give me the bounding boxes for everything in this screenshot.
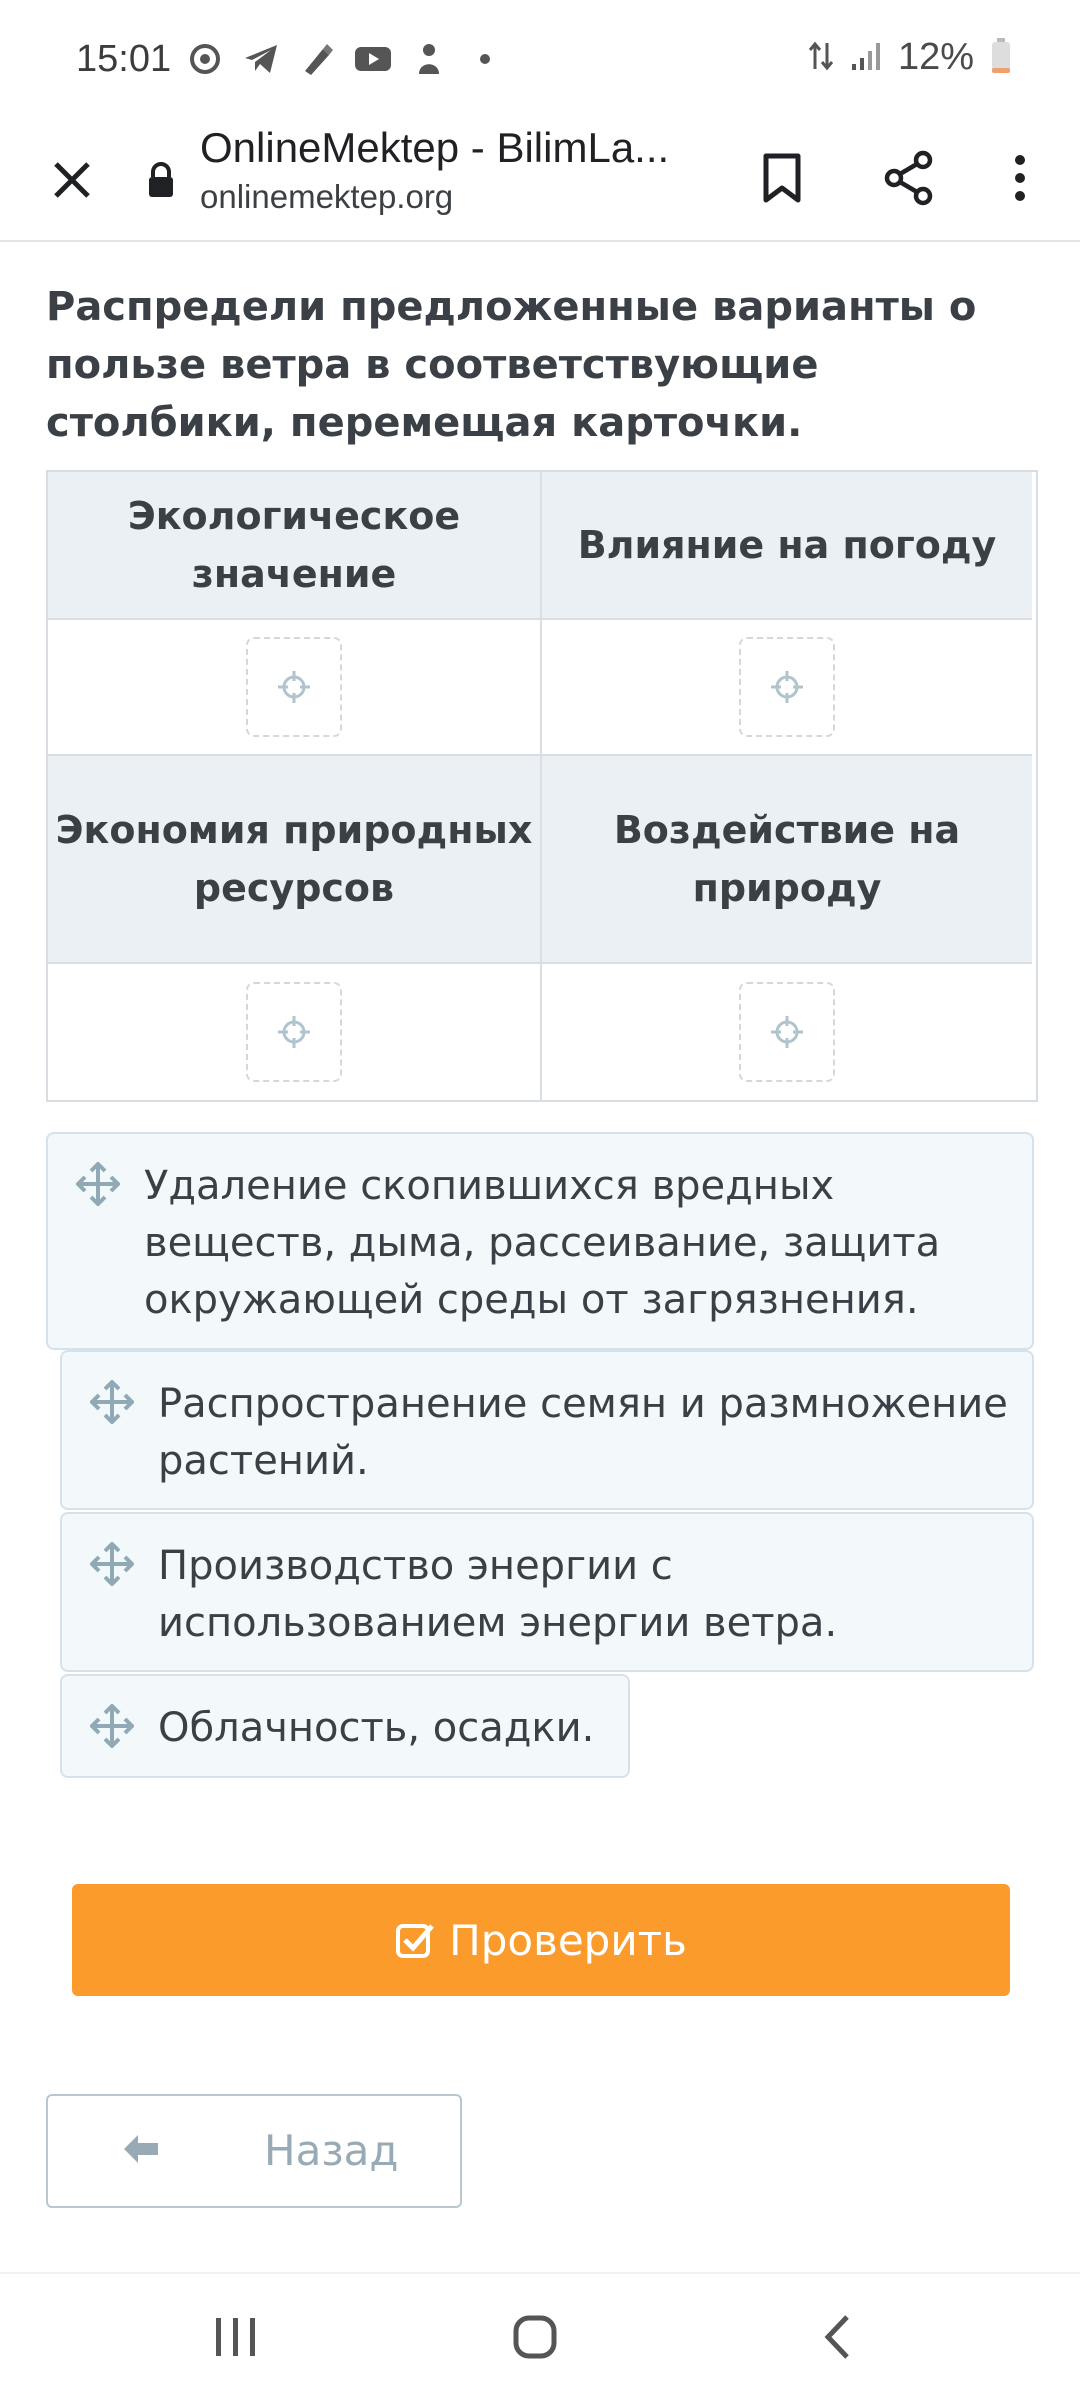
status-notification-icons: [186, 40, 504, 78]
grid-header-row: [48, 756, 1036, 962]
category-grid: [46, 470, 1038, 1102]
home-icon: [512, 2314, 558, 2360]
telegram-icon: [242, 40, 280, 78]
close-icon: [52, 160, 92, 200]
move-icon: [90, 1380, 134, 1424]
drop-zone-nature[interactable]: [540, 962, 1032, 1100]
draggable-card[interactable]: [60, 1674, 630, 1778]
notification-icon: [410, 40, 448, 78]
more-menu-button[interactable]: [1000, 142, 1040, 214]
bookmark-button[interactable]: [752, 142, 812, 214]
crosshair-icon: [767, 1012, 807, 1052]
back-button[interactable]: [46, 2094, 462, 2208]
drop-slot[interactable]: [739, 637, 835, 737]
crosshair-icon: [274, 1012, 314, 1052]
back-chevron-icon: [822, 2314, 852, 2360]
system-nav-bar: [0, 2272, 1080, 2402]
data-arrows-icon: [808, 39, 834, 77]
dot-icon: [466, 40, 504, 78]
arrow-left-icon: [120, 2128, 162, 2170]
lock-icon: [146, 162, 176, 202]
page-url[interactable]: onlinemektep.org: [200, 178, 454, 215]
draggable-card[interactable]: [60, 1512, 1034, 1672]
move-icon: [90, 1704, 134, 1748]
status-time: 15:01: [76, 38, 172, 80]
battery-percent: 12%: [897, 36, 974, 78]
browser-toolbar: [0, 120, 1080, 242]
drop-zone-resources[interactable]: [48, 962, 540, 1100]
sync-icon: [186, 40, 224, 78]
pen-icon: [298, 40, 336, 78]
card-text: Распространение семян и размножение растений.: [158, 1381, 1008, 1484]
drop-slot[interactable]: [739, 982, 835, 1082]
close-button[interactable]: [36, 144, 108, 216]
grid-header-row: [48, 472, 1036, 618]
drop-slot[interactable]: [246, 982, 342, 1082]
move-icon: [90, 1542, 134, 1586]
drop-zone-ecological[interactable]: [48, 618, 540, 756]
draggable-card[interactable]: [46, 1132, 1034, 1350]
column-header-resources: Экономия природных ресурсов: [48, 756, 540, 962]
move-icon: [76, 1162, 120, 1206]
bookmark-icon: [762, 153, 802, 203]
share-icon: [883, 150, 935, 206]
recent-apps-button[interactable]: [214, 2316, 258, 2362]
column-header-nature: Воздействие на природу: [540, 756, 1032, 962]
battery-icon: [990, 37, 1012, 79]
column-header-ecological: Экологическое значение: [48, 472, 540, 618]
grid-drop-row: [48, 618, 1036, 756]
signal-icon: [850, 40, 882, 76]
status-system-icons: [808, 36, 1012, 79]
back-button-label: Назад: [264, 2126, 399, 2175]
draggable-card[interactable]: [60, 1350, 1034, 1510]
system-back-button[interactable]: [822, 2314, 852, 2364]
drop-slot[interactable]: [246, 637, 342, 737]
column-header-weather: Влияние на погоду: [540, 472, 1032, 618]
check-button-label: Проверить: [449, 1915, 687, 1965]
card-text: Производство энергии с использованием энергии ветра.: [158, 1543, 838, 1646]
more-vert-icon: [1014, 154, 1026, 202]
task-instruction: Распредели предложенные варианты о пользе ветра в соответствующие столбики, перемещая карточки.: [46, 284, 977, 446]
crosshair-icon: [767, 667, 807, 707]
check-square-icon: [395, 1920, 435, 1960]
grid-drop-row: [48, 962, 1036, 1100]
crosshair-icon: [274, 667, 314, 707]
recent-apps-icon: [214, 2316, 258, 2358]
status-bar: [0, 0, 1080, 120]
card-text: Облачность, осадки.: [158, 1705, 595, 1751]
home-button[interactable]: [512, 2314, 558, 2364]
youtube-icon: [354, 40, 392, 78]
page-title[interactable]: OnlineMektep - BilimLa...: [200, 124, 670, 171]
card-text: Удаление скопившихся вредных веществ, дыма, рассеивание, защита окружающей среды от загрязнения.: [144, 1163, 941, 1323]
check-button[interactable]: [72, 1884, 1010, 1996]
drop-zone-weather[interactable]: [540, 618, 1032, 756]
share-button[interactable]: [876, 142, 942, 214]
